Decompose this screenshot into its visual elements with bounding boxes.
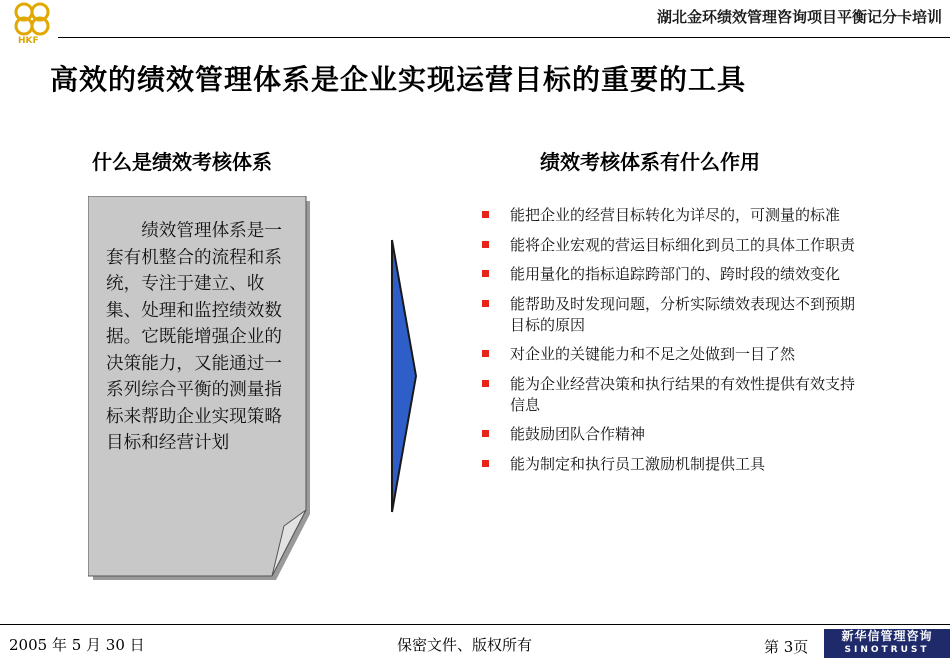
list-item: 能把企业的经营目标转化为详尽的，可测量的标准 (482, 205, 862, 226)
bullet-icon (482, 380, 489, 387)
footer-confidential: 保密文件、版权所有 (397, 636, 533, 654)
bottom-divider (0, 624, 950, 625)
list-item: 能为制定和执行员工激励机制提供工具 (482, 454, 862, 475)
company-logo (8, 0, 56, 50)
bullet-icon (482, 350, 489, 357)
bullet-icon (482, 460, 489, 467)
top-divider (58, 37, 950, 38)
brand-name-en: SINOTRUST (844, 645, 930, 655)
list-item: 对企业的关键能力和不足之处做到一目了然 (482, 344, 862, 365)
definition-document (88, 196, 310, 580)
list-item: 能鼓励团队合作精神 (482, 424, 862, 445)
list-item: 能为企业经营决策和执行结果的有效性提供有效支持信息 (482, 374, 862, 416)
list-item: 能用量化的指标追踪跨部门的、跨时段的绩效变化 (482, 264, 862, 285)
bullet-icon (482, 300, 489, 307)
brand-logo (824, 629, 950, 658)
list-item: 能将企业宏观的营运目标细化到员工的具体工作职责 (482, 235, 862, 256)
logo-text: HKF (18, 36, 39, 46)
right-arrow-icon (390, 238, 420, 518)
definition-text: 绩效管理体系是一套有机整合的流程和系统，专注于建立、收集、处理和监控绩效数据。它既能增强企业的决策能力，又能通过一系列综合平衡的测量指标来帮助企业实现策略目标和经营计划 (106, 221, 282, 453)
page-title: 高效的绩效管理体系是企业实现运营目标的重要的工具 (50, 63, 747, 96)
brand-name-cn: 新华信管理咨询 (841, 629, 933, 643)
bullet-icon (482, 211, 489, 218)
bullet-icon (482, 270, 489, 277)
left-heading: 什么是绩效考核体系 (92, 150, 272, 174)
list-item: 能帮助及时发现问题，分析实际绩效表现达不到预期目标的原因 (482, 294, 862, 336)
function-list (482, 205, 862, 483)
bullet-icon (482, 241, 489, 248)
page-number: 第 3页 (764, 638, 809, 656)
bullet-icon (482, 430, 489, 437)
right-heading: 绩效考核体系有什么作用 (540, 150, 760, 174)
footer-date: 2005 年 5 月 30 日 (9, 636, 145, 654)
header-title: 湖北金环绩效管理咨询项目平衡记分卡培训 (656, 8, 942, 26)
